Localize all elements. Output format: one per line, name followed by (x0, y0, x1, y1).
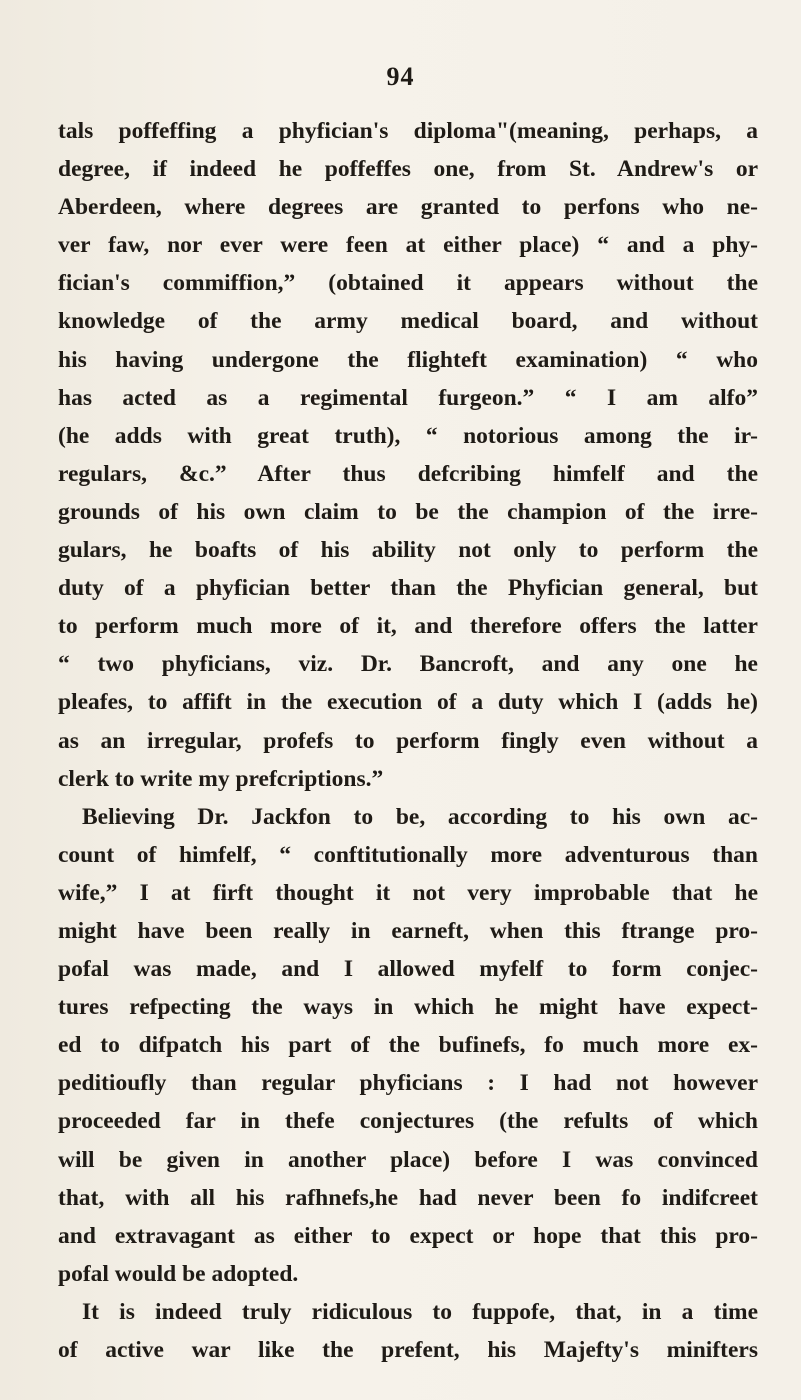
text-line: of active war like the prefent, his Majefty's minifters (58, 1337, 758, 1363)
text-line: tals poffeffing a phyfician's diploma"(meaning, perhaps, a (58, 118, 758, 144)
text-line: degree, if indeed he poffeffes one, from St. Andrew's or (58, 156, 758, 183)
text-line: clerk to write my prefcriptions.” (58, 765, 384, 792)
text-line: might have been really in earneft, when this ftrange pro- (58, 917, 758, 944)
text-line: “ two phyficians, viz. Dr. Bancroft, and any one he (58, 651, 758, 678)
text-line: gulars, he boafts of his ability not only to perform the (58, 537, 758, 564)
text-line: (he adds with great truth), “ notorious among the ir- (58, 422, 758, 449)
text-line: grounds of his own claim to be the champion of the irre- (58, 498, 758, 525)
text-line: count of himfelf, “ conftitutionally more adventurous than (58, 841, 758, 868)
text-line: regulars, &c.” After thus defcribing himfelf and the (58, 460, 758, 487)
text-line: fician's commiffion,” (obtained it appears without the (58, 270, 758, 297)
text-line: will be given in another place) before I was convinced (58, 1146, 758, 1173)
text-line: It is indeed truly ridiculous to fuppofe, that, in a time (82, 1298, 758, 1325)
text-line: Believing Dr. Jackfon to be, according to his own ac- (82, 803, 758, 830)
text-line: as an irregular, profefs to perform fingly even without a (58, 727, 758, 754)
text-line: pofal was made, and I allowed myfelf to form conjec- (58, 956, 758, 983)
text-line: duty of a phyfician better than the Phyfician general, but (58, 575, 758, 602)
text-line: ed to difpatch his part of the bufinefs, fo much more ex- (58, 1032, 758, 1059)
text-line: tures refpecting the ways in which he might have expect- (58, 994, 758, 1021)
text-line: pleafes, to affift in the execution of a duty which I (adds he) (58, 689, 758, 716)
text-line: ver faw, nor ever were feen at either place) “ and a phy- (58, 232, 758, 259)
text-line: proceeded far in thefe conjectures (the refults of which (58, 1108, 758, 1135)
text-line: wife,” I at firft thought it not very improbable that he (58, 879, 758, 906)
text-line: and extravagant as either to expect or hope that this pro- (58, 1222, 758, 1249)
text-line: that, with all his rafhnefs,he had never been fo indifcreet (58, 1184, 758, 1211)
text-line: to perform much more of it, and therefore offers the latter (58, 613, 758, 640)
text-line: peditioufly than regular phyficians : I had not however (58, 1070, 758, 1097)
page-text (58, 112, 758, 1369)
text-line: has acted as a regimental furgeon.” “ I am alfo” (58, 384, 758, 411)
page-number: 94 (386, 62, 415, 91)
text-line: Aberdeen, where degrees are granted to perfons who ne- (58, 194, 758, 221)
text-line: his having undergone the flighteft examination) “ who (58, 346, 758, 373)
text-line: pofal would be adopted. (58, 1260, 299, 1287)
text-line: knowledge of the army medical board, and without (58, 308, 758, 335)
